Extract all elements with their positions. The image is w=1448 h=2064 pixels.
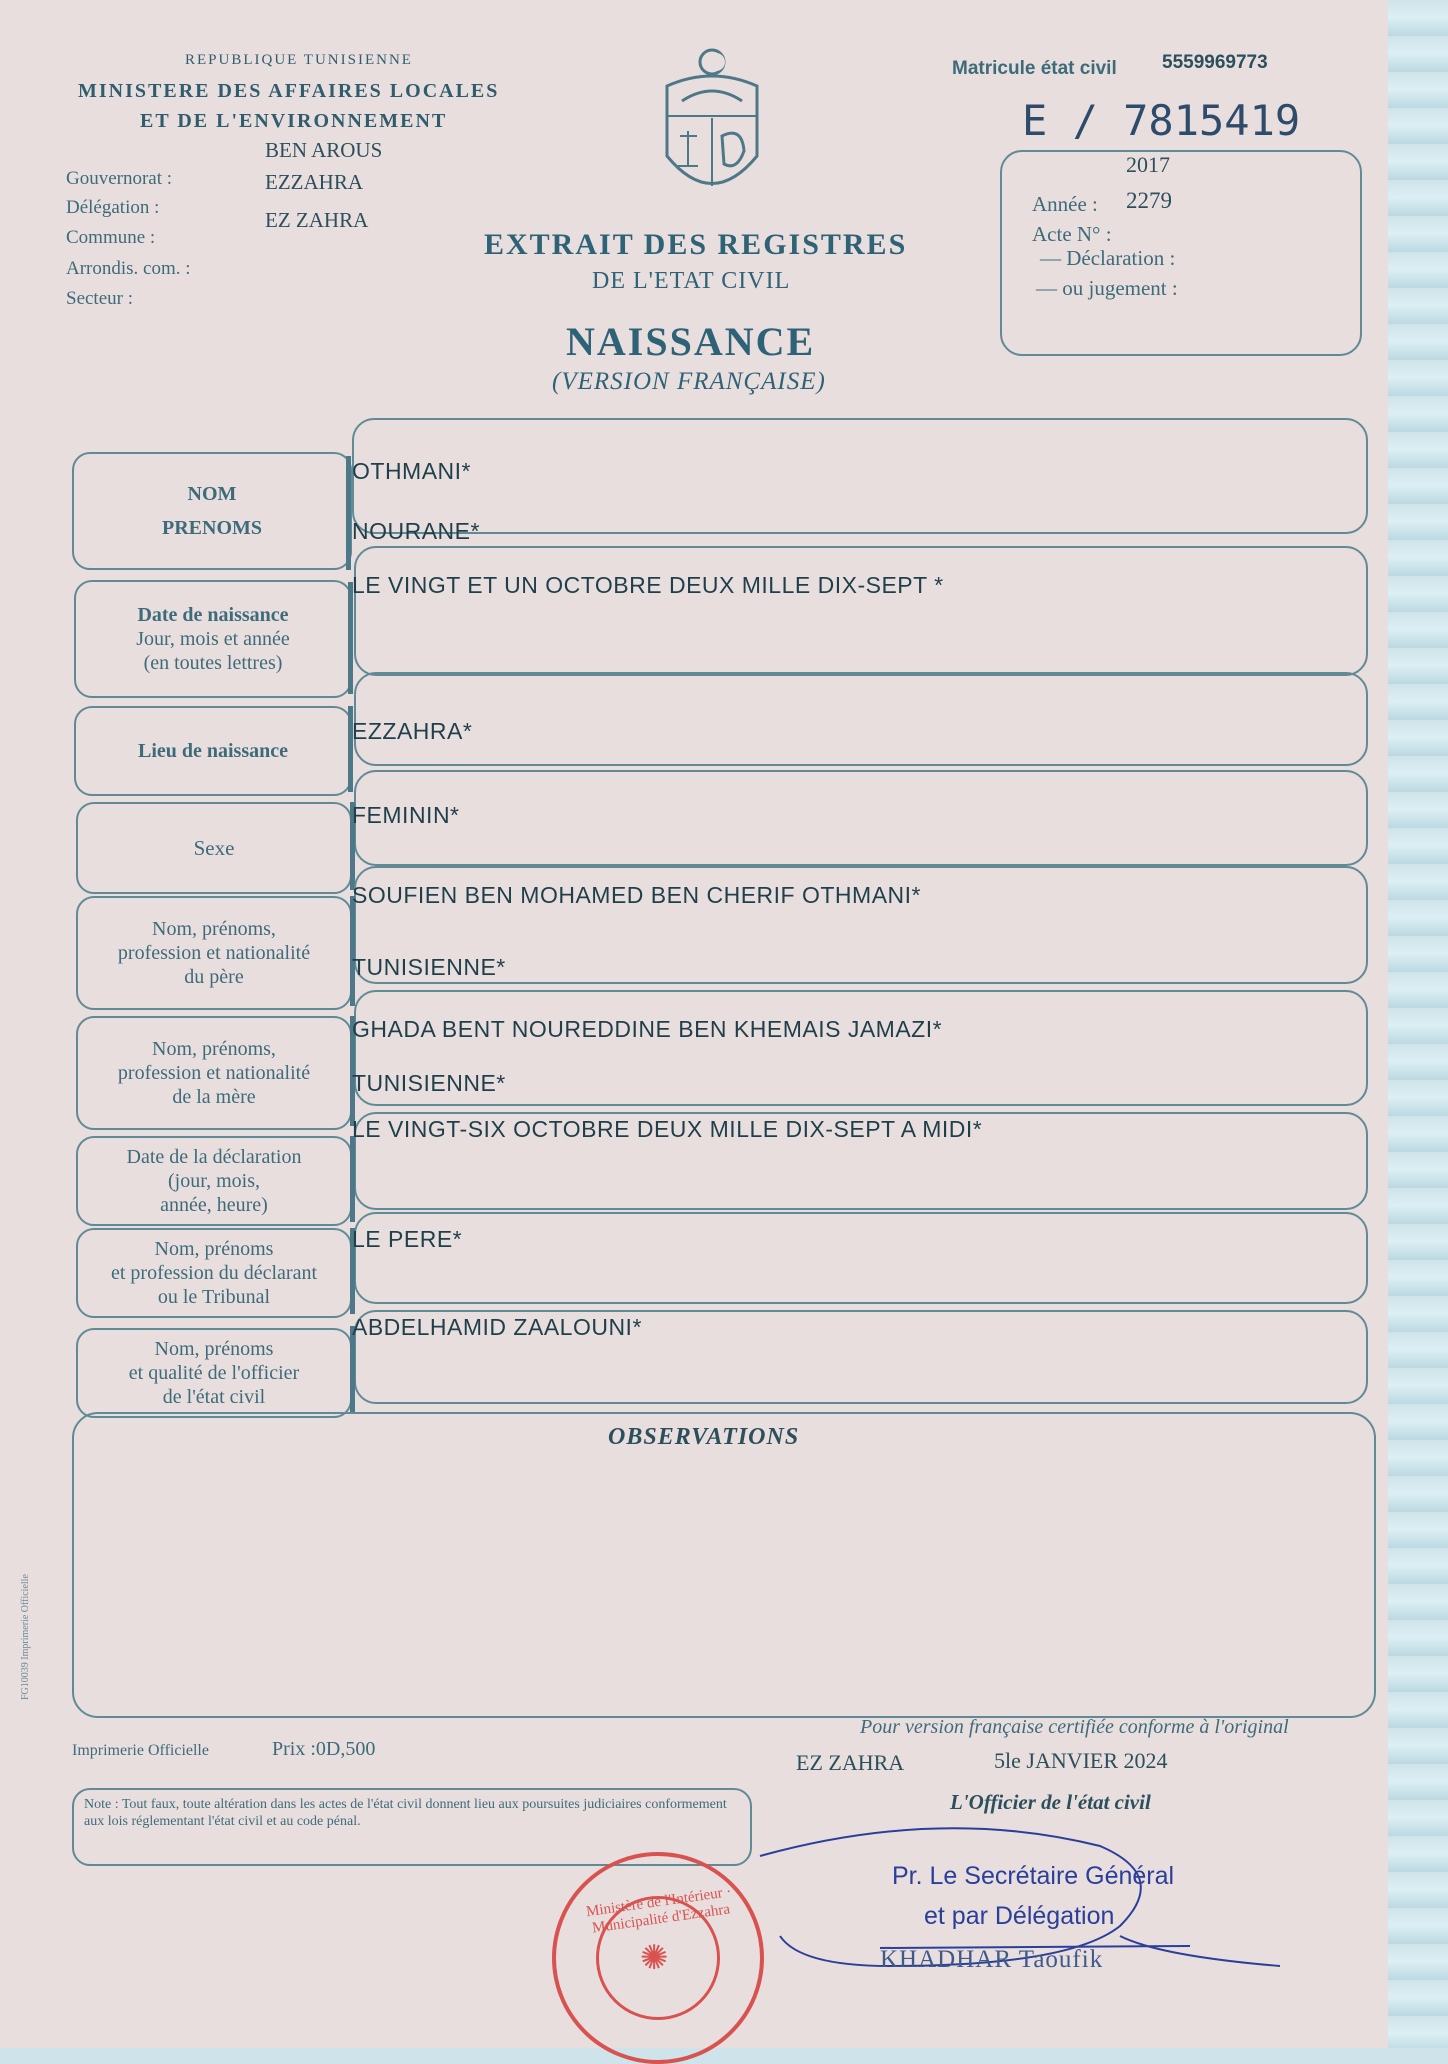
signature-line-1: Pr. Le Secrétaire Général	[892, 1862, 1175, 1890]
jugement-option: — ou jugement :	[1036, 276, 1178, 300]
matricule-label: Matricule état civil	[952, 58, 1117, 79]
sexe-label: Sexe	[193, 836, 235, 860]
pere-label-line-2: profession et nationalité	[117, 942, 311, 964]
signature-line-3: KHADHAR Taoufik	[880, 1946, 1104, 1973]
legal-note: Note : Tout faux, toute altération dans les actes de l'état civil donnent lieu aux poursuites judiciaires conformement aux lois réglementant l'état civil et au code pénal.	[72, 1788, 752, 1866]
pere-label-line-3: du père	[184, 966, 244, 988]
nom-label: NOM	[187, 483, 237, 505]
officier-etat-civil-label: L'Officier de l'état civil	[950, 1790, 1151, 1814]
sexe-value: FEMININ*	[352, 802, 460, 828]
pere-label-box	[76, 896, 352, 1010]
prenoms-label: PRENOMS	[162, 517, 262, 539]
printer-code: FG10039 Imprimerie Officielle	[20, 1574, 31, 1700]
lieu-label-box	[74, 706, 352, 796]
prenoms-value: NOURANE*	[352, 518, 480, 544]
lieu-value-box	[354, 672, 1368, 766]
matricule-value: 5559969773	[1162, 52, 1268, 73]
arrondissement-label: Arrondis. com. :	[66, 258, 191, 279]
declaration-label-line-1: Date de la déclaration	[126, 1146, 302, 1168]
ministere-line-1: MINISTERE DES AFFAIRES LOCALES	[78, 80, 500, 102]
naissance-title: NAISSANCE	[566, 319, 816, 364]
secteur-label: Secteur :	[66, 288, 134, 309]
row-divider	[350, 896, 355, 1006]
declarant-label-line-2: et profession du déclarant	[110, 1262, 318, 1284]
lieu-value: EZZAHRA*	[352, 718, 473, 744]
officier-label-line-3: de l'état civil	[162, 1386, 266, 1408]
acte-label: Acte N° :	[1032, 222, 1112, 246]
coat-of-arms-icon	[652, 46, 772, 216]
mere-label-line-3: de la mère	[172, 1086, 256, 1108]
date-naissance-sublabel: Jour, mois et année	[136, 628, 290, 650]
pere-label-line-1: Nom, prénoms,	[152, 918, 276, 940]
stamp-emblem-icon: ✺	[640, 1938, 669, 1978]
officier-label-line-2: et qualité de l'officier	[128, 1362, 300, 1384]
lieu-label: Lieu de naissance	[137, 740, 289, 762]
municipality-stamp	[552, 1852, 764, 2064]
mere-value-box	[354, 990, 1368, 1106]
region-value: BEN AROUS	[265, 138, 383, 162]
row-divider	[350, 1136, 355, 1222]
mere-nationality-value: TUNISIENNE*	[352, 1070, 506, 1096]
stamp-text: Ministère de l'Intérieur · Municipalité d'Ezzahra	[585, 1883, 733, 1937]
ministere-line-2: ET DE L'ENVIRONNEMENT	[140, 110, 448, 132]
sexe-label-box	[76, 802, 352, 894]
etat-civil-subtitle: DE L'ETAT CIVIL	[592, 268, 791, 294]
pere-nationality-value: TUNISIENNE*	[352, 954, 506, 980]
certifiee-label: Pour version française certifiée conforme à l'original	[860, 1716, 1289, 1738]
mere-label-line-2: profession et nationalité	[117, 1062, 311, 1084]
mere-label-line-1: Nom, prénoms,	[152, 1038, 276, 1060]
officier-label-line-1: Nom, prénoms	[154, 1338, 274, 1360]
commune-label: Commune :	[66, 227, 156, 248]
row-divider	[346, 456, 351, 570]
declaration-label-box	[76, 1136, 352, 1226]
pere-name-value: SOUFIEN BEN MOHAMED BEN CHERIF OTHMANI*	[352, 882, 921, 908]
serial-number: E / 7815419	[1022, 96, 1301, 145]
mere-name-value: GHADA BENT NOUREDDINE BEN KHEMAIS JAMAZI*	[352, 1016, 943, 1042]
sexe-value-box	[354, 770, 1368, 866]
delegation-label: Délégation :	[66, 197, 160, 218]
declaration-label-line-2: (jour, mois,	[168, 1170, 260, 1192]
imprimerie-label: Imprimerie Officielle	[72, 1742, 209, 1759]
date-naissance-label-box	[74, 580, 352, 698]
annee-label: Année :	[1032, 192, 1098, 216]
gouvernorat-value: EZZAHRA	[265, 170, 363, 194]
prix-label: Prix :0D,500	[272, 1738, 376, 1760]
delegation-value: EZ ZAHRA	[265, 208, 369, 232]
year-top: 2017	[1126, 152, 1170, 177]
signature-line-2: et par Délégation	[924, 1902, 1115, 1930]
date-naissance-value: LE VINGT ET UN OCTOBRE DEUX MILLE DIX-SEPT *	[352, 572, 944, 598]
date-naissance-value-box	[354, 546, 1368, 676]
date-naissance-hint: (en toutes lettres)	[143, 652, 283, 674]
version-subtitle: (VERSION FRANÇAISE)	[552, 368, 826, 395]
declaration-option: — Déclaration :	[1040, 246, 1176, 270]
declarant-value: LE PERE*	[352, 1226, 463, 1252]
declarant-value-box	[354, 1212, 1368, 1304]
officier-label-box	[76, 1328, 352, 1418]
observations-label: OBSERVATIONS	[608, 1424, 800, 1450]
gouvernorat-label: Gouvernorat :	[66, 168, 173, 189]
date-naissance-label: Date de naissance	[137, 604, 289, 626]
annee-value: 2279	[1126, 188, 1172, 213]
observations-box	[72, 1412, 1376, 1718]
extrait-title: EXTRAIT DES REGISTRES	[484, 228, 908, 261]
place-value: EZ ZAHRA	[796, 1750, 905, 1775]
declarant-label-line-3: ou le Tribunal	[157, 1286, 271, 1308]
declarant-label-box	[76, 1228, 352, 1318]
declaration-label-line-3: année, heure)	[160, 1194, 268, 1216]
officier-value: ABDELHAMID ZAALOUNI*	[352, 1314, 642, 1340]
nom-value: OTHMANI*	[352, 458, 471, 484]
nom-value-box	[352, 418, 1368, 534]
declarant-label-line-1: Nom, prénoms	[154, 1238, 274, 1260]
nom-prenoms-label-box	[72, 452, 352, 570]
paper-edge-decoration	[1388, 0, 1448, 2048]
mere-label-box	[76, 1016, 352, 1130]
republique-label: REPUBLIQUE TUNISIENNE	[185, 52, 413, 68]
issue-date: 5le JANVIER 2024	[994, 1748, 1168, 1773]
declaration-value: LE VINGT-SIX OCTOBRE DEUX MILLE DIX-SEPT A MIDI*	[352, 1116, 983, 1142]
